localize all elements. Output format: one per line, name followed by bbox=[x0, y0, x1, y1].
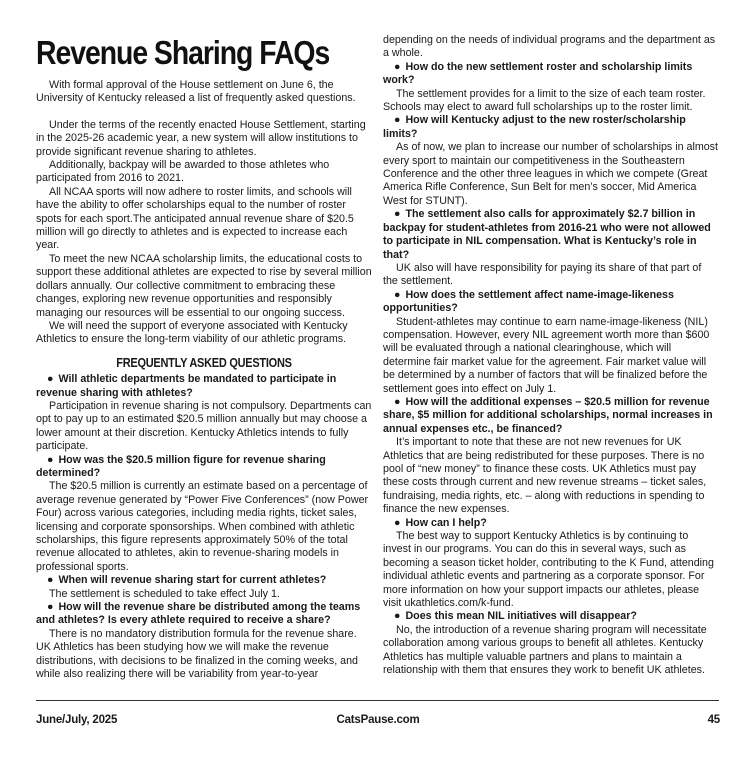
faq-question-6 bbox=[383, 114, 719, 141]
bullet-icon: ● bbox=[394, 60, 401, 73]
faq-answer-11: No, the introduction of a revenue sharing program will necessitate collaboration among various groups to benefit all athletes. Kentucky Athletics has multiple valuable partners and plans to maintain a relationship with them that ensures they work to benefit UK athletes. bbox=[383, 623, 707, 677]
faq-question-9 bbox=[383, 396, 719, 436]
faq-answer-9: It’s important to note that these are not new revenues for UK Athletics that are being redistributed for these purposes. There is no pool of “new money” to finance these costs. UK Athletics must pay these costs through current and new revenue streams – ticket sales, fundraising, media rights, etc. – along with reductions in spending to finance the new expenses. bbox=[383, 436, 707, 516]
faq-question-text: How will the additional expenses – $20.5 million for revenue share, $5 million for additional scholarships, normal increases in annual expenses etc., be financed? bbox=[383, 395, 713, 435]
faq-answer-2: The $20.5 million is currently an estimate based on a percentage of average revenue generated by “Power Five Conferences” (now Power Four) across various categories, including media rights, ticket sales, licensing and corporate sponsorships. When combined with athletic scholarships, this figure represents approximately 50% of the total revenue allocated to athletes, akin to revenue-sharing models in professional sports. bbox=[36, 480, 369, 573]
intro-paragraph-2: Under the terms of the recently enacted House Settlement, starting in the 2025-26 academic year, a new system will allow institutions to provide significant revenue sharing to athletes. bbox=[36, 118, 366, 158]
bullet-icon: ● bbox=[394, 516, 401, 529]
faq-question-text: How will Kentucky adjust to the new roster/scholarship limits? bbox=[383, 114, 686, 140]
faq-question-text: How was the $20.5 million figure for revenue sharing determined? bbox=[36, 453, 326, 479]
faq-question-11 bbox=[383, 610, 719, 623]
intro-paragraph-3: Additionally, backpay will be awarded to those athletes who participated from 2016 to 2021. bbox=[36, 159, 330, 185]
faq-answer-10: The best way to support Kentucky Athletics is by continuing to invest in our programs. You can do this in several ways, such as becoming a season ticket holder, contributing to the K Fund, attending individual athletic events and partnering as a corporate sponsor. For more information on how your support impacts our athletes, please visit ukathletics.com/k-fund. bbox=[383, 530, 714, 610]
faq-heading: FREQUENTLY ASKED QUESTIONS bbox=[116, 355, 292, 370]
footer-site: CatsPause.com bbox=[336, 714, 420, 726]
faq-question-text: The settlement also calls for approximately $2.7 billion in backpay for student-athletes from 2016-21 who were not allowed to participate in NIL compensation. What is Kentucky’s role in that? bbox=[383, 208, 711, 261]
faq-answer-8: Student-athletes may continue to earn name-image-likeness (NIL) compensation. However, every NIL agreement worth more than $600 will be evaluated through a national clearinghouse, which will determine fair market value for the agreement. Fair market value will be determined by a number of factors that will be finalized before the settlement goes into effect on July 1. bbox=[383, 315, 710, 395]
faq-question-4 bbox=[36, 601, 372, 628]
faq-question-text: How does the settlement affect name-image-likeness opportunities? bbox=[383, 288, 674, 315]
faq-answer-4: There is no mandatory distribution formula for the revenue share. UK Athletics has been studying how we will make the revenue distributions, with decisions to be finalized in the coming weeks, and while also realizing there will be variability from year-to-year bbox=[36, 627, 358, 681]
faq-answer-4-continued: depending on the needs of individual programs and the department as a whole. bbox=[383, 34, 716, 60]
faq-answer-5: The settlement provides for a limit to the size of each team roster. Schools may elect to award full scholarships up to the roster limit. bbox=[383, 87, 706, 114]
faq-question-text: When will revenue sharing start for current athletes? bbox=[58, 574, 327, 587]
bullet-icon: ● bbox=[394, 288, 401, 301]
faq-question-text: How do the new settlement roster and scholarship limits work? bbox=[383, 60, 693, 87]
footer-rule bbox=[36, 700, 719, 701]
faq-question-3 bbox=[36, 574, 372, 587]
faq-answer-3: The settlement is scheduled to take effect July 1. bbox=[49, 587, 280, 600]
faq-question-7 bbox=[383, 208, 719, 262]
faq-question-1 bbox=[36, 373, 372, 400]
bullet-icon: ● bbox=[47, 373, 54, 386]
bullet-icon: ● bbox=[394, 395, 401, 408]
bullet-icon: ● bbox=[47, 574, 54, 587]
faq-question-text: Will athletic departments be mandated to participate in revenue sharing with athletes? bbox=[36, 373, 337, 399]
faq-answer-1: Participation in revenue sharing is not compulsory. Departments can opt to pay up to an estimated $20.5 million annually but may choose a lower amount at their discretion. Kentucky Athletics intends to fully participate. bbox=[36, 399, 372, 453]
bullet-icon: ● bbox=[47, 453, 54, 466]
faq-answer-6: As of now, we plan to increase our number of scholarships in almost every sport to maintain our competitiveness in the Southeastern Conference and the other three leagues in which we compete (Great America Rifle Conference, Sun Belt for men’s soccer, Mid America West for STUNT). bbox=[383, 141, 718, 207]
page-title: Revenue Sharing FAQs bbox=[36, 34, 330, 71]
page-number: 45 bbox=[707, 714, 720, 726]
intro-paragraph-6: We will need the support of everyone associated with Kentucky Athletics to ensure the long-term viability of our athletic programs. bbox=[36, 319, 348, 346]
left-column bbox=[36, 34, 372, 681]
footer-date: June/July, 2025 bbox=[36, 714, 118, 726]
bullet-icon: ● bbox=[47, 601, 54, 614]
right-column bbox=[383, 34, 719, 678]
faq-question-text: Does this mean NIL initiatives will disappear? bbox=[405, 610, 637, 623]
faq-question-10 bbox=[383, 517, 719, 530]
faq-answer-7: UK also will have responsibility for paying its share of that part of the settlement. bbox=[383, 261, 702, 288]
faq-question-5 bbox=[383, 61, 719, 88]
bullet-icon: ● bbox=[394, 114, 401, 127]
faq-question-text: How can I help? bbox=[405, 516, 487, 529]
faq-question-text: How will the revenue share be distributed among the teams and athletes? Is every athlete required to receive a share? bbox=[36, 601, 361, 627]
bullet-icon: ● bbox=[394, 610, 401, 623]
intro-paragraph-1: With formal approval of the House settlement on June 6, the University of Kentucky released a list of frequently asked questions. bbox=[36, 79, 356, 105]
intro-paragraph-4: All NCAA sports will now adhere to roster limits, and schools will have the ability to offer scholarships equal to the number of roster spots for each sport.The anticipated annual revenue share of $20.5 million will go directly to athletes and is expected to increase each year. bbox=[36, 185, 354, 252]
bullet-icon: ● bbox=[394, 208, 401, 221]
faq-question-2 bbox=[36, 454, 372, 481]
faq-question-8 bbox=[383, 289, 719, 316]
intro-paragraph-5: To meet the new NCAA scholarship limits, the educational costs to support these additional athletes are expected to rise by several million dollars annually. Our collective commitment to embracing these changes, exploring new revenue opportunities and responsibly managing our resources will be essential to our ongoing success. bbox=[36, 252, 372, 319]
